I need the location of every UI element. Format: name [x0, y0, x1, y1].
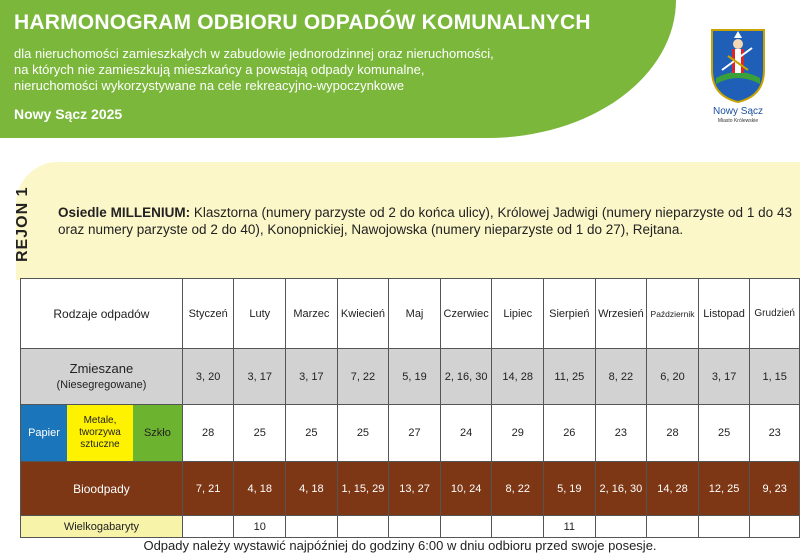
pickup-dates: 9, 23	[750, 462, 800, 516]
recyclables-row	[21, 405, 800, 462]
glass-label: Szkło	[133, 405, 182, 461]
logo-name: Nowy Sącz	[712, 106, 763, 117]
subtitle-line: dla nieruchomości zamieszkałych w zabudowie jednorodzinnej oraz nieruchomości,	[14, 46, 494, 61]
region-description	[58, 204, 792, 238]
subtitle-line: na których nie zamieszkują mieszkańcy a powstają odpady komunalne,	[14, 62, 425, 77]
month-header: Maj	[389, 279, 441, 349]
region-label: REJON 1	[14, 186, 31, 262]
mixed-waste-title: Zmieszane	[69, 360, 134, 376]
pickup-dates: 7, 21	[182, 462, 234, 516]
month-header: Sierpień	[544, 279, 596, 349]
pickup-dates: 2, 16, 30	[440, 349, 492, 405]
mixed-waste-sublabel: (Niesegregowane)	[56, 378, 147, 391]
month-header: Lipiec	[492, 279, 544, 349]
mixed-waste-row	[21, 349, 800, 405]
waste-type-header: Rodzaje odpadów	[21, 279, 183, 349]
month-header: Styczeń	[182, 279, 234, 349]
paper-label: Papier	[21, 405, 67, 461]
pickup-dates: 3, 20	[182, 349, 234, 405]
city-logo	[698, 26, 778, 126]
pickup-dates: 2, 16, 30	[595, 462, 647, 516]
bio-waste-row	[21, 462, 800, 516]
mixed-waste-label	[21, 349, 183, 405]
street-list: Klasztorna (numery parzyste od 2 do końca ulicy), Królowej Jadwigi (numery nieparzyste od 1 do 43 oraz numery parzyste od 2 do 40), Konopnickiej, Nawojowska (numery nieparzyste od 1 do 27), Rejtana.	[58, 205, 792, 237]
pickup-dates: 11, 25	[544, 349, 596, 405]
bulky-waste-row	[21, 516, 800, 538]
pickup-dates: 29	[492, 405, 544, 462]
pickup-dates	[286, 516, 338, 538]
month-header: Listopad	[698, 279, 750, 349]
page-subtitle	[14, 46, 574, 94]
pickup-dates: 14, 28	[492, 349, 544, 405]
pickup-dates: 25	[234, 405, 286, 462]
pickup-dates	[492, 516, 544, 538]
pickup-dates: 10, 24	[440, 462, 492, 516]
pickup-dates	[389, 516, 441, 538]
pickup-dates: 24	[440, 405, 492, 462]
pickup-dates: 1, 15	[750, 349, 800, 405]
pickup-dates: 5, 19	[389, 349, 441, 405]
table-header-row	[21, 279, 800, 349]
pickup-dates: 28	[182, 405, 234, 462]
pickup-dates: 14, 28	[647, 462, 699, 516]
pickup-dates	[595, 516, 647, 538]
pickup-dates: 12, 25	[698, 462, 750, 516]
pickup-dates: 23	[595, 405, 647, 462]
pickup-dates	[698, 516, 750, 538]
pickup-dates: 1, 15, 29	[337, 462, 389, 516]
pickup-dates: 6, 20	[647, 349, 699, 405]
pickup-dates	[440, 516, 492, 538]
month-header: Kwiecień	[337, 279, 389, 349]
pickup-dates: 28	[647, 405, 699, 462]
estate-name: Osiedle MILLENIUM:	[58, 205, 191, 220]
pickup-dates: 10	[234, 516, 286, 538]
pickup-dates: 26	[544, 405, 596, 462]
bulky-waste-label: Wielkogabaryty	[21, 516, 183, 538]
pickup-dates: 3, 17	[234, 349, 286, 405]
schedule-table	[20, 278, 800, 538]
subtitle-line: nieruchomości wykorzystywane na cele rekreacyjno-wypoczynkowe	[14, 78, 405, 93]
logo-subtitle: Miasto Królewskie	[717, 118, 759, 124]
month-header: Grudzień	[750, 279, 800, 349]
pickup-dates: 25	[698, 405, 750, 462]
pickup-dates: 3, 17	[286, 349, 338, 405]
pickup-dates: 4, 18	[234, 462, 286, 516]
pickup-dates: 27	[389, 405, 441, 462]
pickup-dates: 23	[750, 405, 800, 462]
pickup-dates: 3, 17	[698, 349, 750, 405]
coat-of-arms-icon	[708, 26, 768, 104]
pickup-dates: 25	[337, 405, 389, 462]
month-header: Wrzesień	[595, 279, 647, 349]
bio-waste-label: Bioodpady	[21, 462, 183, 516]
pickup-dates: 4, 18	[286, 462, 338, 516]
pickup-dates: 5, 19	[544, 462, 596, 516]
pickup-dates: 7, 22	[337, 349, 389, 405]
month-header: Luty	[234, 279, 286, 349]
pickup-dates: 13, 27	[389, 462, 441, 516]
page-title: HARMONOGRAM ODBIORU ODPADÓW KOMUNALNYCH	[14, 11, 591, 34]
footer-note: Odpady należy wystawić najpóźniej do godziny 6:00 w dniu odbioru przed swoje posesje.	[143, 538, 657, 553]
month-header: Marzec	[286, 279, 338, 349]
pickup-dates: 8, 22	[492, 462, 544, 516]
pickup-dates	[647, 516, 699, 538]
pickup-dates: 8, 22	[595, 349, 647, 405]
pickup-dates: 25	[286, 405, 338, 462]
city-year: Nowy Sącz 2025	[14, 106, 123, 122]
recyclables-label	[21, 405, 183, 462]
month-header: Czerwiec	[440, 279, 492, 349]
pickup-dates	[750, 516, 800, 538]
pickup-dates	[337, 516, 389, 538]
pickup-dates: 11	[544, 516, 596, 538]
pickup-dates	[182, 516, 234, 538]
month-header: Październik	[647, 279, 699, 349]
metal-plastic-label: Metale, tworzywa sztuczne	[67, 405, 133, 461]
